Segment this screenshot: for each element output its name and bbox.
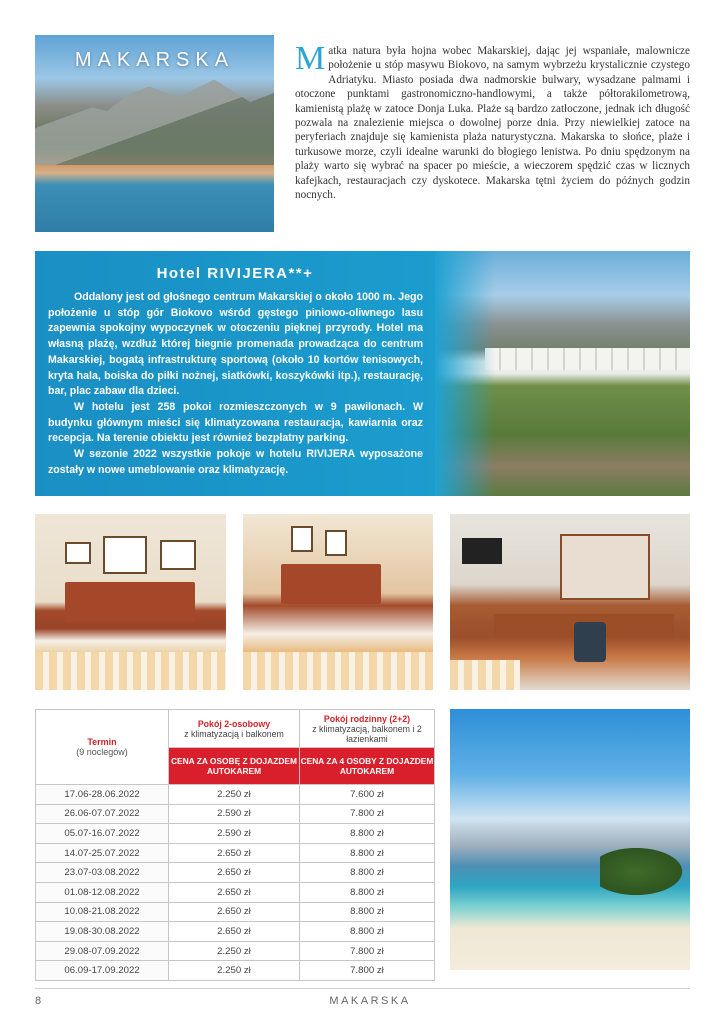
table-row (36, 785, 435, 805)
room-name: Pokój rodzinny (2+2) (323, 713, 411, 724)
hotel-paragraph: W sezonie 2022 wszystkie pokoje w hotelu RIVIJERA wyposażone zostały w nowe umeblowanie oraz klimatyzację. (48, 448, 423, 476)
price-cell: 7.800 zł (299, 961, 434, 981)
price-cell: 2.590 zł (169, 804, 300, 824)
term-cell: 01.08-12.08.2022 (36, 882, 169, 902)
intro-body: atka natura była hojna wobec Makarskiej, dając jej wspaniałe, malownicze położenie u stóp masywu Biokovo, na samym wybrzeżu krystalicznie czystego Adriatyku. Miasto posiada dwa nadmorskie bulwary, wysadzane palmami i otoczone punktami gastronomiczno-handlowymi, a także półtorakilometrową, kamienistą plażę w zatoce Donja Luka. Plaże są bardzo zatłoczone, jednak ich długość pozwala na znalezienie miejsca o dowolnej porze dnia. Przy niewielkiej zatoce na peryferiach znajduje się kamienista plaża naturystyczna. Makarska to słońce, plaże i turkusowe morze, czyli idealne warunki do błogiego lenistwa. Po dniu spędzonym na plaży warto się wybrać na spacer po mieście, a wieczorem spędzić czas w licznych kafejkach, restauracjach czy dyskotece. Makarska tętni życiem do późnych godzin nocnych. (295, 45, 690, 202)
term-cell: 05.07-16.07.2022 (36, 824, 169, 844)
price-label-2: CENA ZA 4 OSOBY Z DOJAZDEM AUTOKAREM (299, 748, 434, 785)
beach-photo (450, 709, 690, 970)
tv-shape (462, 538, 502, 564)
term-sub: (9 noclegów) (76, 747, 128, 757)
room-photo-1 (35, 514, 226, 690)
hotel-paragraph: Oddalony jest od głośnego centrum Makarskiej o około 1000 m. Jego położenie u stóp gór Biokovo wśród gęstego piniowo-oliwnego lasu zapewnia spokojny wypoczynek w otoczeniu pięknej przyrody. Hotel ma własną plażę, wzdłuż której biegnie promenada prowadząca do centrum Makarskiej, bogatą infrastrukturę sportową (około 10 kortów tenisowych, kryta hala, boiska do piłki nożnej, siatkówki, koszykówki itp.), restaurację, bar, plac zabaw dla dzieci. (48, 291, 423, 398)
mirror-shape (560, 534, 650, 600)
hotel-rivijera-photo (435, 251, 690, 496)
price-cell: 8.800 zł (299, 863, 434, 883)
table-row (36, 804, 435, 824)
hotel-description (48, 290, 423, 478)
term-cell: 23.07-03.08.2022 (36, 863, 169, 883)
hotel-title: Hotel RIVIJERA**+ (156, 265, 314, 282)
term-cell: 14.07-25.07.2022 (36, 843, 169, 863)
intro-text (295, 40, 690, 202)
price-cell: 2.650 zł (169, 843, 300, 863)
term-cell: 26.06-07.07.2022 (36, 804, 169, 824)
price-cell: 2.650 zł (169, 882, 300, 902)
term-header (36, 710, 169, 785)
page-number: 8 (35, 995, 42, 1007)
price-cell: 8.800 zł (299, 824, 434, 844)
hotel-building-shape (485, 348, 690, 370)
photo-title: MAKARSKA (74, 49, 235, 71)
price-cell: 8.800 zł (299, 843, 434, 863)
price-cell: 7.800 zł (299, 804, 434, 824)
table-row (36, 922, 435, 942)
table-row (36, 863, 435, 883)
term-cell: 10.08-21.08.2022 (36, 902, 169, 922)
room-desc: z klimatyzacją, balkonem i 2 łazienkami (312, 723, 422, 744)
term-cell: 17.06-28.06.2022 (36, 785, 169, 805)
term-cell: 29.08-07.09.2022 (36, 941, 169, 961)
table-row (36, 824, 435, 844)
table-row (36, 941, 435, 961)
table-row (36, 843, 435, 863)
room-photo-2 (243, 514, 433, 690)
footer-title: MAKARSKA (329, 995, 411, 1007)
tree-shape (600, 844, 690, 899)
table-row (36, 961, 435, 981)
price-cell: 2.650 zł (169, 863, 300, 883)
price-cell: 2.250 zł (169, 961, 300, 981)
room-header-2 (299, 710, 434, 748)
hotel-paragraph: W hotelu jest 258 pokoi rozmieszczonych w 9 pawilonach. W budynku głównym mieści się klimatyzowana restauracja, kawiarnia oraz recepcja. Na terenie obiektu jest również bezpłatny parking. (48, 400, 423, 445)
price-cell: 7.600 zł (299, 785, 434, 805)
price-cell: 2.250 zł (169, 785, 300, 805)
price-cell: 8.800 zł (299, 902, 434, 922)
makarska-panorama-photo (35, 35, 274, 232)
chair-shape (574, 622, 606, 662)
price-cell: 8.800 zł (299, 922, 434, 942)
mountain-shape (35, 75, 274, 165)
price-cell: 8.800 zł (299, 882, 434, 902)
room-desc: z klimatyzacją i balkonem (184, 728, 284, 739)
price-cell: 2.590 zł (169, 824, 300, 844)
price-label-1: CENA ZA OSOBĘ Z DOJAZDEM AUTOKAREM (169, 748, 300, 785)
price-cell: 2.650 zł (169, 902, 300, 922)
price-table (35, 709, 435, 981)
term-cell: 06.09-17.09.2022 (36, 961, 169, 981)
price-cell: 7.800 zł (299, 941, 434, 961)
dropcap: M (295, 40, 326, 77)
room-name: Pokój 2-osobowy (197, 718, 271, 729)
term-label: Termin (87, 737, 117, 747)
room-photo-3 (450, 514, 690, 690)
term-cell: 19.08-30.08.2022 (36, 922, 169, 942)
price-cell: 2.650 zł (169, 922, 300, 942)
room-header-1 (169, 710, 300, 748)
price-cell: 2.250 zł (169, 941, 300, 961)
table-row (36, 902, 435, 922)
table-row (36, 882, 435, 902)
footer-divider (35, 988, 690, 989)
